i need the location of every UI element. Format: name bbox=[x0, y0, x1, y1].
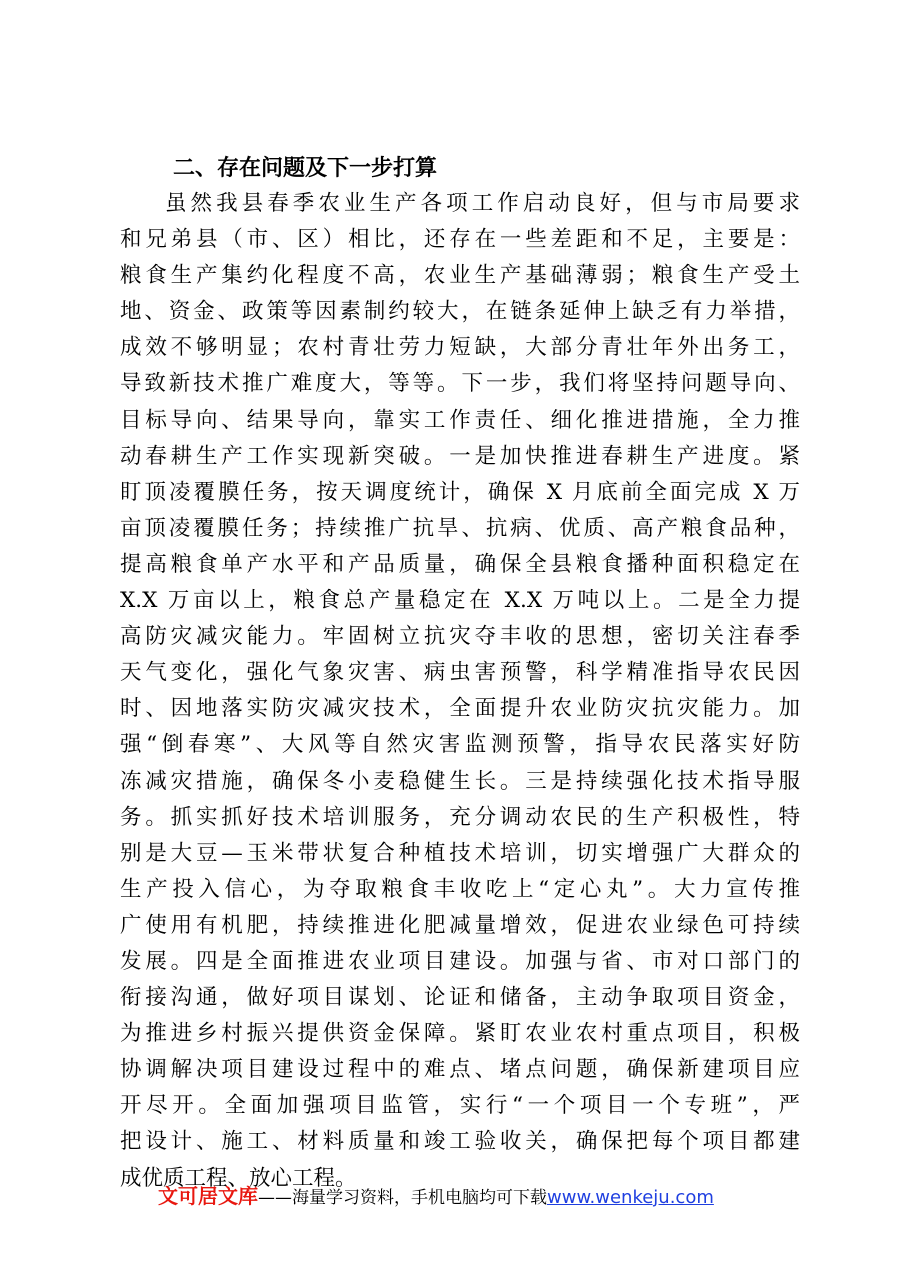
paragraph-line: 时、因地落实防灾减灾技术，全面提升农业防灾抗灾能力。加 bbox=[120, 696, 800, 722]
paragraph-line: 高防灾减灾能力。牢固树立抗灾夺丰收的思想，密切关注春季 bbox=[120, 624, 800, 650]
paragraph-line: 衔接沟通，做好项目谋划、论证和储备，主动争取项目资金， bbox=[120, 985, 800, 1011]
paragraph-line: 提高粮食单产水平和产品质量，确保全县粮食播种面积稳定在 bbox=[120, 551, 800, 577]
paragraph-line: 把设计、施工、材料质量和竣工验收关，确保把每个项目都建 bbox=[120, 1129, 800, 1155]
website-link[interactable]: www.wenkeju.com bbox=[547, 1187, 714, 1208]
paragraph-line: 导致新技术推广难度大，等等。下一步，我们将坚持问题导向、 bbox=[120, 371, 800, 397]
paragraph-line: 粮食生产集约化程度不高，农业生产基础薄弱；粮食生产受土 bbox=[120, 263, 800, 289]
paragraph-line: 生产投入信心，为夺取粮食丰收吃上“定心丸”。大力宣传推 bbox=[120, 876, 800, 902]
body-paragraph bbox=[120, 186, 800, 1197]
paragraph-line: 天气变化，强化气象灾害、病虫害预警，科学精准指导农民因 bbox=[120, 660, 800, 686]
paragraph-line: 强“倒春寒”、大风等自然灾害监测预警，指导农民落实好防 bbox=[120, 732, 800, 758]
paragraph-line: 冻减灾措施，确保冬小麦稳健生长。三是持续强化技术指导服 bbox=[120, 768, 800, 794]
paragraph-line: 亩顶凌覆膜任务；持续推广抗旱、抗病、优质、高产粮食品种， bbox=[120, 515, 800, 541]
paragraph-line: 广使用有机肥，持续推进化肥减量增效，促进农业绿色可持续 bbox=[120, 912, 800, 938]
footer-banner bbox=[158, 1181, 714, 1213]
paragraph-line: 盯顶凌覆膜任务，按天调度统计，确保 X 月底前全面完成 X 万 bbox=[120, 479, 800, 505]
paragraph-line: 发展。四是全面推进农业项目建设。加强与省、市对口部门的 bbox=[120, 948, 800, 974]
paragraph-line: 协调解决项目建设过程中的难点、堵点问题，确保新建项目应 bbox=[120, 1057, 800, 1083]
paragraph-line: 动春耕生产工作实现新突破。一是加快推进春耕生产进度。紧 bbox=[120, 443, 800, 469]
paragraph-line: 成优质工程、放心工程。 bbox=[120, 1165, 357, 1191]
footer-slogan: ——海量学习资料，手机电脑均可下载 bbox=[258, 1188, 547, 1208]
paragraph-line: 和兄弟县（市、区）相比，还存在一些差距和不足，主要是： bbox=[120, 227, 800, 253]
paragraph-line: X.X 万亩以上，粮食总产量稳定在 X.X 万吨以上。二是全力提 bbox=[120, 588, 800, 614]
paragraph-line: 务。抓实抓好技术培训服务，充分调动农民的生产积极性，特 bbox=[120, 804, 800, 830]
paragraph-line: 为推进乡村振兴提供资金保障。紧盯农业农村重点项目，积极 bbox=[120, 1021, 800, 1047]
paragraph-line: 别是大豆—玉米带状复合种植技术培训，切实增强广大群众的 bbox=[120, 840, 800, 866]
brand-name: 文可居文库 bbox=[158, 1184, 258, 1208]
paragraph-line: 地、资金、政策等因素制约较大，在链条延伸上缺乏有力举措， bbox=[120, 299, 800, 325]
section-heading: 二、存在问题及下一步打算 bbox=[173, 156, 438, 181]
paragraph-line: 目标导向、结果导向，靠实工作责任、细化推进措施，全力推 bbox=[120, 407, 800, 433]
paragraph-line: 成效不够明显；农村青壮劳力短缺，大部分青壮年外出务工， bbox=[120, 335, 800, 361]
paragraph-line: 开尽开。全面加强项目监管，实行“一个项目一个专班”，严 bbox=[120, 1093, 800, 1119]
paragraph-line: 虽然我县春季农业生产各项工作启动良好，但与市局要求 bbox=[165, 191, 800, 216]
